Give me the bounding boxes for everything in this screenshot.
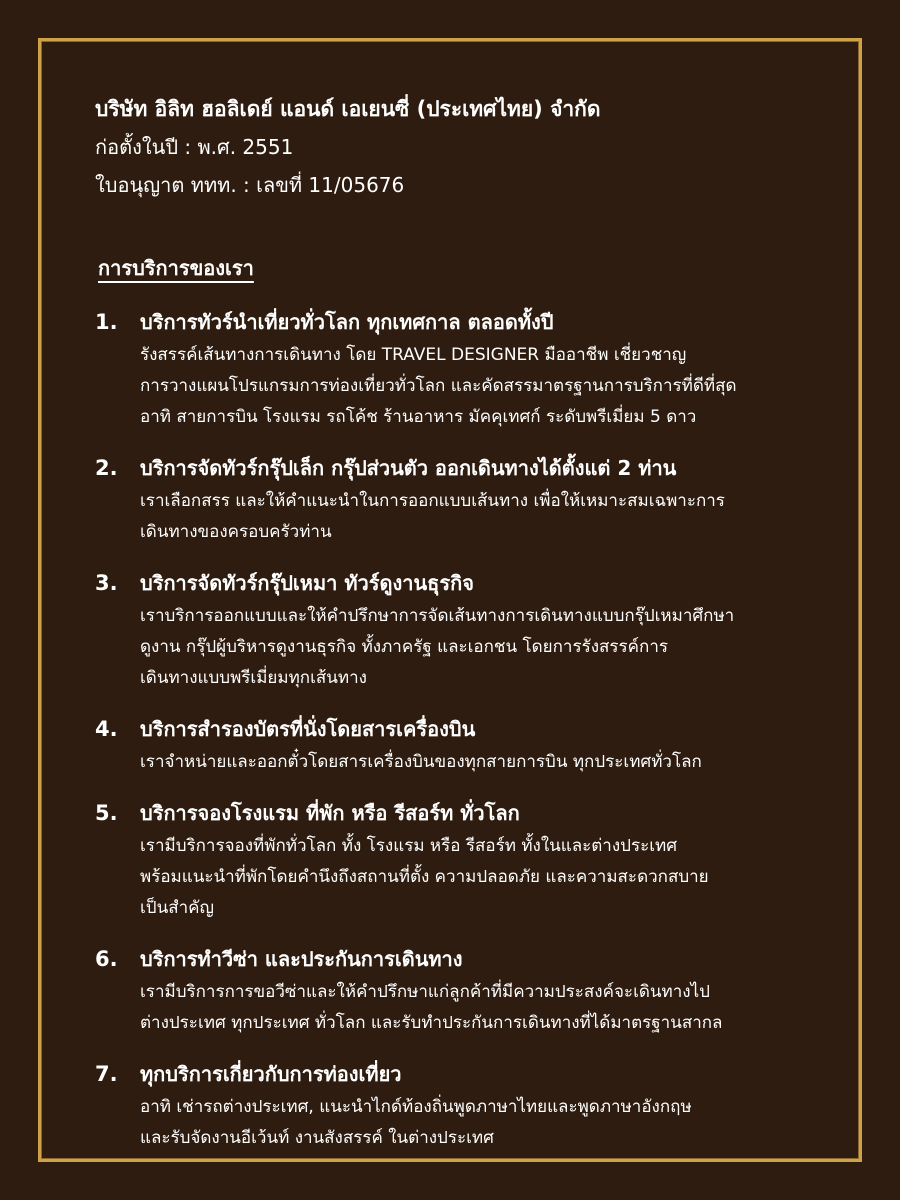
company-license: ใบอนุญาต ททท. : เลขที่ 11/05676 [95,173,405,197]
service-description-line: และรับจัดงานอีเว้นท์ งานสังสรรค์ ในต่างประเทศ [140,1128,494,1148]
service-description-line: พร้อมแนะนำที่พักโดยคำนึงถึงสถานที่ตั้ง ความปลอดภัย และความสะดวกสบาย [140,867,709,887]
service-item [95,711,855,778]
service-title: บริการสำรองบัตรที่นั่งโดยสารเครื่องบิน [140,717,476,741]
service-title: ทุกบริการเกี่ยวกับการท่องเที่ยว [140,1062,402,1086]
service-description-line: การวางแผนโปรแกรมการท่องเที่ยวทั่วโลก และคัดสรรมาตรฐานการบริการที่ดีที่สุด [140,376,737,396]
service-description-line: เราเลือกสรร และให้คำแนะนำในการออกแบบเส้นทาง เพื่อให้เหมาะสมเฉพาะการ [140,491,725,511]
company-founded: ก่อตั้งในปี : พ.ศ. 2551 [95,135,294,159]
service-description-line: เรามีบริการจองที่พักทั่วโลก ทั้ง โรงแรม หรือ รีสอร์ท ทั้งในและต่างประเทศ [140,836,678,856]
service-description-line: เราจำหน่ายและออกตั๋วโดยสารเครื่องบินของทุกสายการบิน ทุกประเทศทั่วโลก [140,752,702,772]
service-item [95,565,855,694]
service-number: 6. [95,947,118,971]
service-title: บริการทัวร์นำเที่ยวทั่วโลก ทุกเทศกาล ตลอดทั้งปี [140,310,554,334]
service-description-line: เดินทางของครอบครัวท่าน [140,522,332,542]
service-description-line: เดินทางแบบพรีเมี่ยมทุกเส้นทาง [140,668,367,688]
service-description-line: ต่างประเทศ ทุกประเทศ ทั่วโลก และรับทำประกันการเดินทางที่ได้มาตรฐานสากล [140,1013,723,1033]
service-item [95,450,855,548]
service-description-line: อาทิ สายการบิน โรงแรม รถโค้ช ร้านอาหาร มัคคุเทศก์ ระดับพรีเมี่ยม 5 ดาว [140,407,697,427]
service-number: 2. [95,456,118,480]
service-item [95,304,855,433]
service-description-line: รังสรรค์เส้นทางการเดินทาง โดย TRAVEL DESIGNER มืออาชีพ เชี่ยวชาญ [140,345,687,365]
service-number: 3. [95,571,118,595]
service-number: 1. [95,310,118,334]
service-number: 7. [95,1062,118,1086]
service-description-line: เรามีบริการการขอวีซ่าและให้คำปรึกษาแก่ลูกค้าที่มีความประสงค์จะเดินทางไป [140,982,710,1002]
service-title: บริการจัดทัวร์กรุ๊ปเล็ก กรุ๊ปส่วนตัว ออกเดินทางได้ตั้งแต่ 2 ท่าน [140,456,677,480]
service-description-line: อาทิ เช่ารถต่างประเทศ, แนะนำไกด์ท้องถิ่นพูดภาษาไทยและพูดภาษาอังกฤษ [140,1097,692,1117]
service-number: 4. [95,717,118,741]
service-item [95,1056,855,1154]
service-title: บริการทำวีซ่า และประกันการเดินทาง [140,947,463,971]
company-name: บริษัท อิลิท ฮอลิเดย์ แอนด์ เอเยนซี่ (ประเทศไทย) จำกัด [95,97,601,121]
services-section-title: การบริการของเรา [98,256,254,280]
service-item [95,795,855,924]
service-title: บริการจัดทัวร์กรุ๊ปเหมา ทัวร์ดูงานธุรกิจ [140,571,474,595]
service-number: 5. [95,801,118,825]
service-item [95,941,855,1039]
service-description-line: เป็นสำคัญ [140,898,215,918]
service-description-line: เราบริการออกแบบและให้คำปรึกษาการจัดเส้นทางการเดินทางแบบกรุ๊ปเหมาศึกษา [140,606,735,626]
service-description-line: ดูงาน กรุ๊ปผู้บริหารดูงานธุรกิจ ทั้งภาครัฐ และเอกชน โดยการรังสรรค์การ [140,637,669,657]
service-list [95,304,855,1154]
company-info-card [95,90,855,1171]
service-title: บริการจองโรงแรม ที่พัก หรือ รีสอร์ท ทั่วโลก [140,801,520,825]
